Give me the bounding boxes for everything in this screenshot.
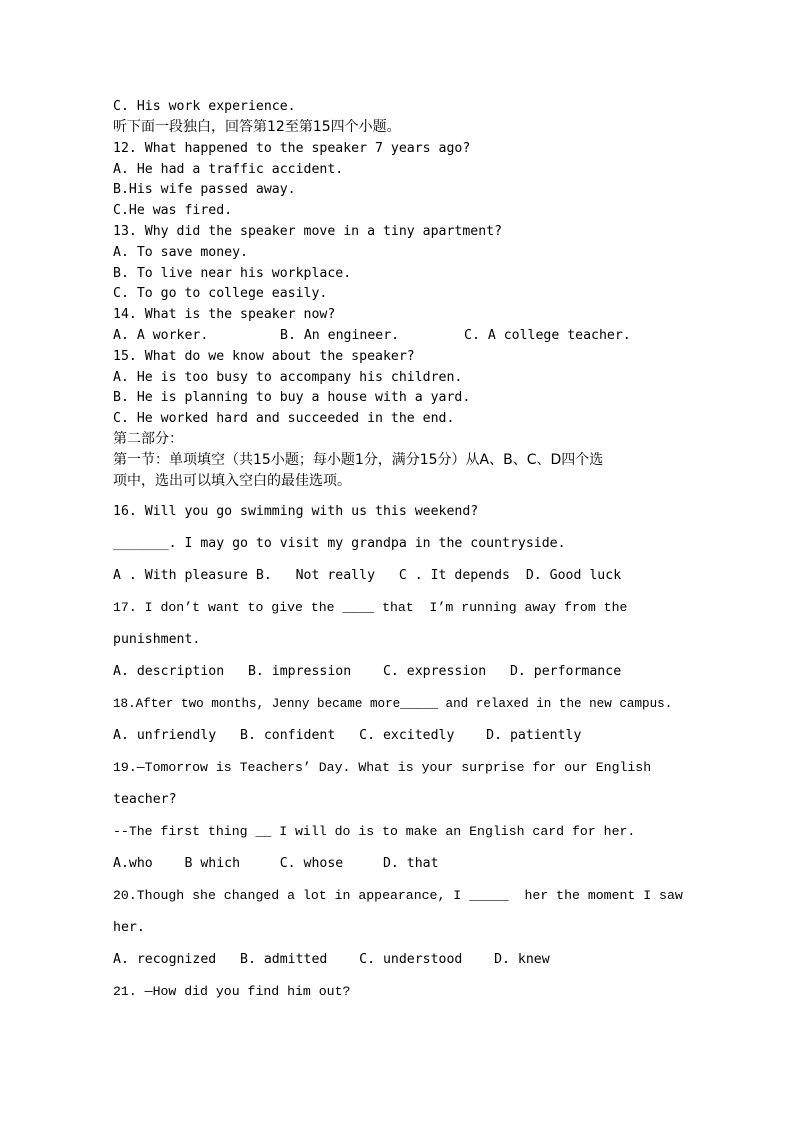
option-15c: C. He worked hard and succeeded in the end. (113, 411, 455, 426)
question-12: 12. What happened to the speaker 7 years ago? (113, 141, 471, 156)
option-15b: B. He is planning to buy a house with a yard. (113, 390, 471, 405)
options-18: A. unfriendly B. confident C. excitedly D. patiently (113, 728, 582, 743)
question-17: 17. I don’t want to give the ____ that I’m running away from the (113, 600, 628, 615)
question-21: 21. —How did you find him out? (113, 984, 351, 999)
section-instruction: 听下面一段独白，回答第12至第15四个小题。 (113, 119, 401, 135)
option-15a: A. He is too busy to accompany his children. (113, 370, 463, 385)
options-20: A. recognized B. admitted C. understood D. knew (113, 952, 550, 967)
option-14b: B. An engineer. (280, 328, 400, 343)
option-13b: B. To live near his workplace. (113, 266, 352, 281)
option-12c: C.He was fired. (113, 203, 233, 218)
question-18: 18.After two months, Jenny became more_____ and relaxed in the new campus. (113, 697, 673, 711)
question-20-cont: her. (113, 920, 145, 935)
question-13: 13. Why did the speaker move in a tiny apartment? (113, 224, 503, 239)
question-16: 16. Will you go swimming with us this weekend? (113, 504, 479, 519)
part-two-heading: 第二部分： (113, 431, 183, 447)
options-17: A. description B. impression C. expression D. performance (113, 664, 622, 679)
option-12a: A. He had a traffic accident. (113, 162, 344, 177)
option-14c: C. A college teacher. (464, 328, 631, 343)
option-13c: C. To go to college easily. (113, 286, 328, 301)
option-11c: C. His work experience. (113, 99, 296, 114)
question-19-cont: teacher? (113, 792, 177, 807)
option-12b: B.His wife passed away. (113, 182, 296, 197)
question-14: 14. What is the speaker now? (113, 307, 336, 322)
question-17-cont: punishment. (113, 632, 201, 647)
option-13a: A. To save money. (113, 245, 248, 260)
question-20: 20.Though she changed a lot in appearance, I _____ her the moment I saw (113, 888, 683, 903)
question-19-reply: --The first thing __ I will do is to make an English card for her. (113, 824, 636, 839)
question-15: 15. What do we know about the speaker? (113, 349, 415, 364)
options-19: A.who B which C. whose D. that (113, 856, 439, 871)
part-two-instruction-line1: 第一节：单项填空（共15小题；每小题1分，满分15分）从A、B、C、D四个选 (113, 452, 604, 468)
option-14a: A. A worker. (113, 328, 209, 343)
part-two-instruction-line2: 项中，选出可以填入空白的最佳选项。 (113, 473, 351, 489)
question-19: 19.—Tomorrow is Teachers’ Day. What is your surprise for our English (113, 760, 652, 775)
question-16-answer-line: _______. I may go to visit my grandpa in the countryside. (113, 536, 566, 551)
options-16: A . With pleasure B. Not really C . It depends D. Good luck (113, 568, 622, 583)
